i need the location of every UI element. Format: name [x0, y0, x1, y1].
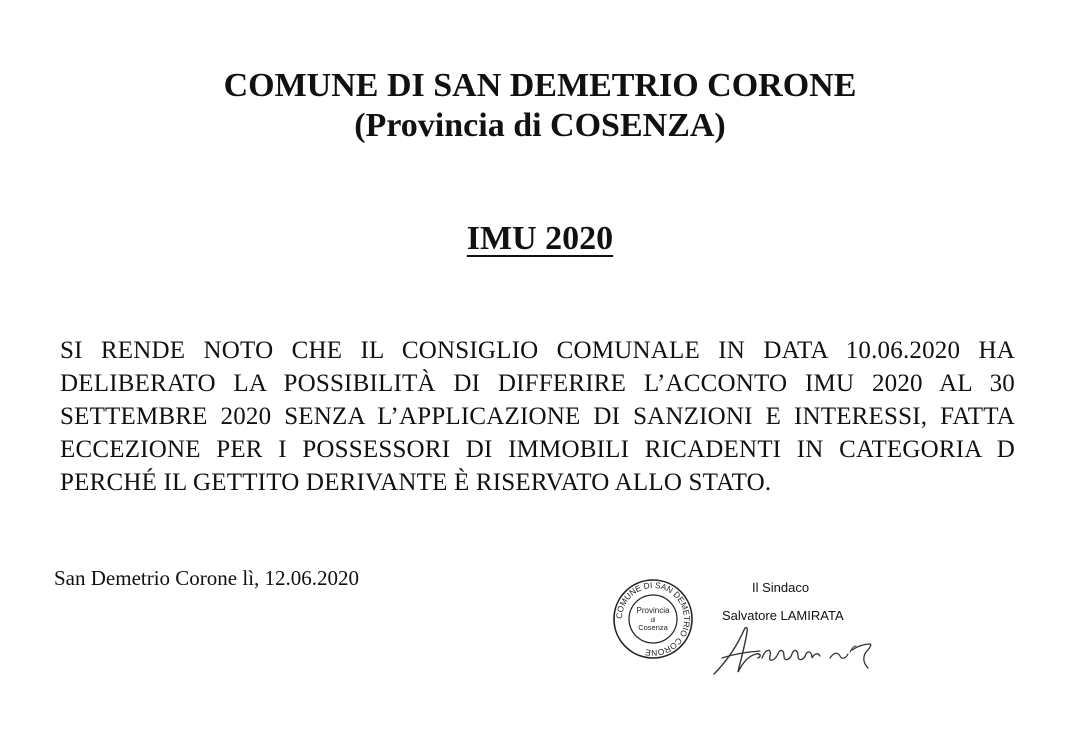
municipal-stamp: [612, 578, 694, 660]
notice-body: SI RENDE NOTO CHE IL CONSIGLIO COMUNALE IN DATA 10.06.2020 HA DELIBERATO LA POSSIBILITÀ DI DIFFERIRE L’ACCONTO IMU 2020 AL 30 SETTEMBRE 2020 SENZA L’APPLICAZIONE DI SANZIONI E INTERESSI, FATTA ECCEZIONE PER I POSSESSORI DI IMMOBILI RICADENTI IN CATEGORIA D PERCHÉ IL GETTITO DERIVANTE È RISERVATO ALLO STATO.: [60, 337, 1015, 496]
province-name: (Provincia di COSENZA): [354, 107, 726, 144]
document-title: [0, 218, 1080, 260]
mayor-name: Salvatore LAMIRATA: [722, 608, 844, 623]
document-title-text: IMU 2020: [466, 220, 614, 257]
stamp-center-line3: Cosenza: [638, 623, 668, 632]
municipality-name: COMUNE DI SAN DEMETRIO CORONE: [223, 67, 857, 104]
stamp-center-line1: Provincia: [636, 606, 670, 615]
place-date: San Demetrio Corone lì, 12.06.2020: [54, 566, 360, 590]
mayor-signature: [700, 618, 890, 680]
stamp-center-line2: di: [650, 618, 656, 624]
stamp-ring-text: COMUNE DI SAN DEMETRIO CORONE: [613, 579, 693, 659]
mayor-title: Il Sindaco: [752, 580, 810, 595]
